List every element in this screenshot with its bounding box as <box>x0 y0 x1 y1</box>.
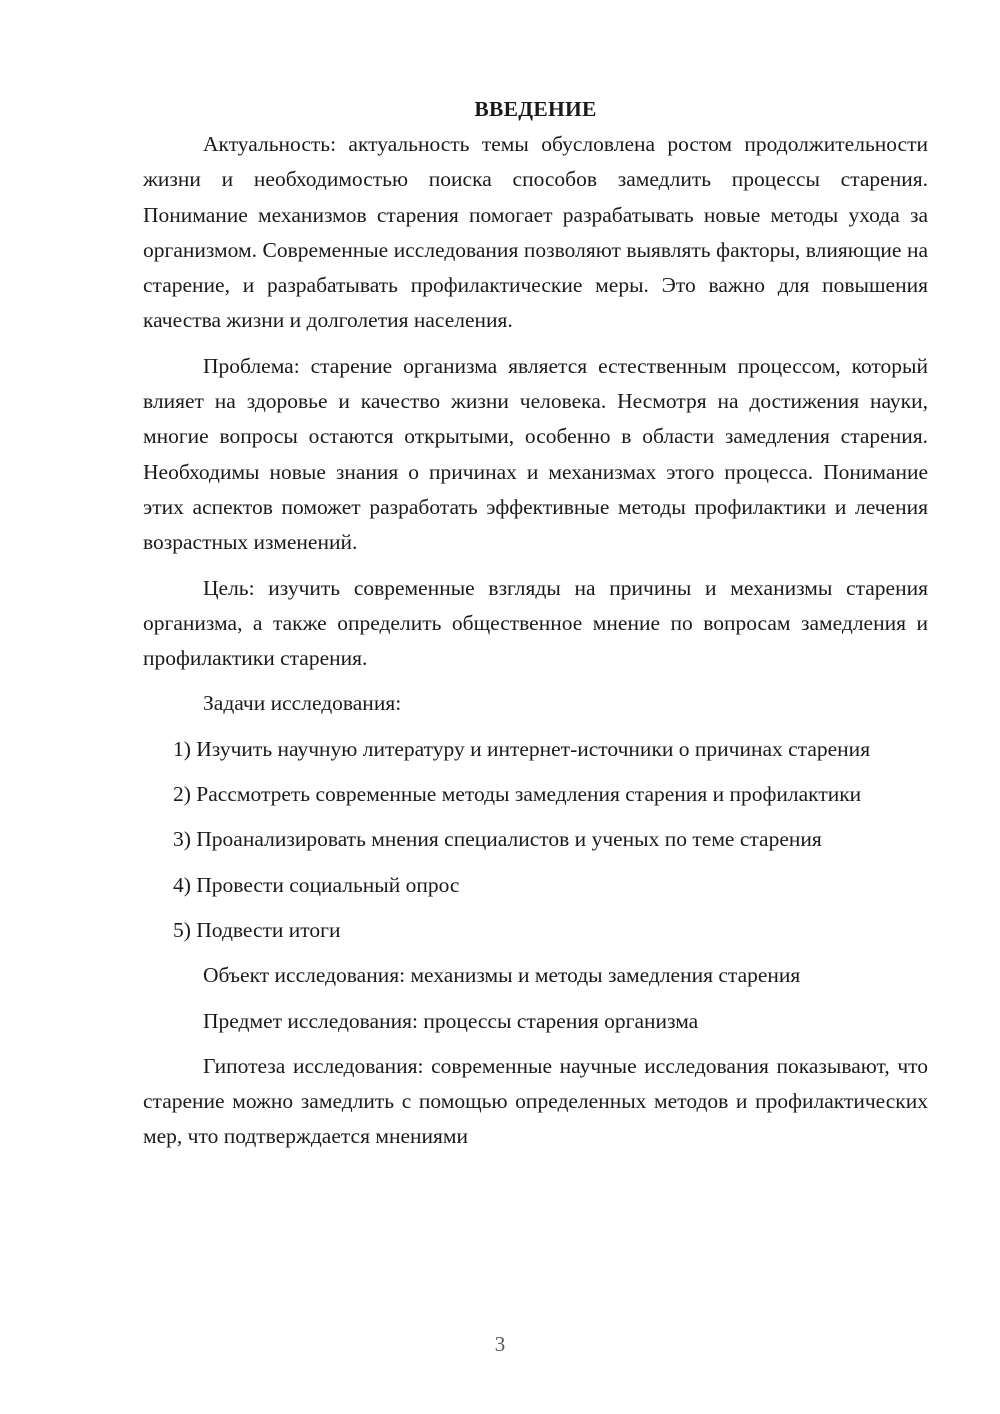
task-item: 5) Подвести итоги <box>173 917 341 942</box>
task-item: 3) Проанализировать мнения специалистов и ученых по теме старения <box>173 827 822 852</box>
paragraph-problem: Проблема: старение организма является естественным процессом, который влияет на здоровье и качество жизни человека. Несмотря на достижения науки, многие вопросы остаются открытыми, особенно в области замедления старения. Необходимы новые знания о причинах и механизмах этого процесса. Понимание этих аспектов поможет разработать эффективные методы профилактики и лечения возрастных изменений. <box>143 353 928 555</box>
page-number: 3 <box>494 1332 506 1356</box>
task-item: 4) Провести социальный опрос <box>173 872 460 897</box>
task-item: 1) Изучить научную литературу и интернет-источники о причинах старения <box>173 736 871 761</box>
research-subject: Предмет исследования: процессы старения организма <box>203 1008 699 1033</box>
task-item: 2) Рассмотреть современные методы замедления старения и профилактики <box>173 782 862 807</box>
tasks-heading: Задачи исследования: <box>203 691 402 716</box>
document-page <box>143 92 928 1155</box>
research-hypothesis: Гипотеза исследования: современные научные исследования показывают, что старение можно замедлить с помощью определенных методов и профилактических мер, что подтверждается мнениями <box>143 1053 928 1149</box>
section-title: ВВЕДЕНИЕ <box>474 97 597 121</box>
paragraph-relevance: Актуальность: актуальность темы обусловлена ростом продолжительности жизни и необходимостью поиска способов замедлить процессы старения. Понимание механизмов старения помогает разрабатывать новые методы ухода за организмом. Современные исследования позволяют выявлять факторы, влияющие на старение, и разрабатывать профилактические меры. Это важно для повышения качества жизни и долголетия населения. <box>143 132 928 333</box>
research-object: Объект исследования: механизмы и методы замедления старения <box>203 963 801 988</box>
paragraph-goal: Цель: изучить современные взгляды на причины и механизмы старения организма, а также определить общественное мнение по вопросам замедления и профилактики старения. <box>143 575 928 671</box>
